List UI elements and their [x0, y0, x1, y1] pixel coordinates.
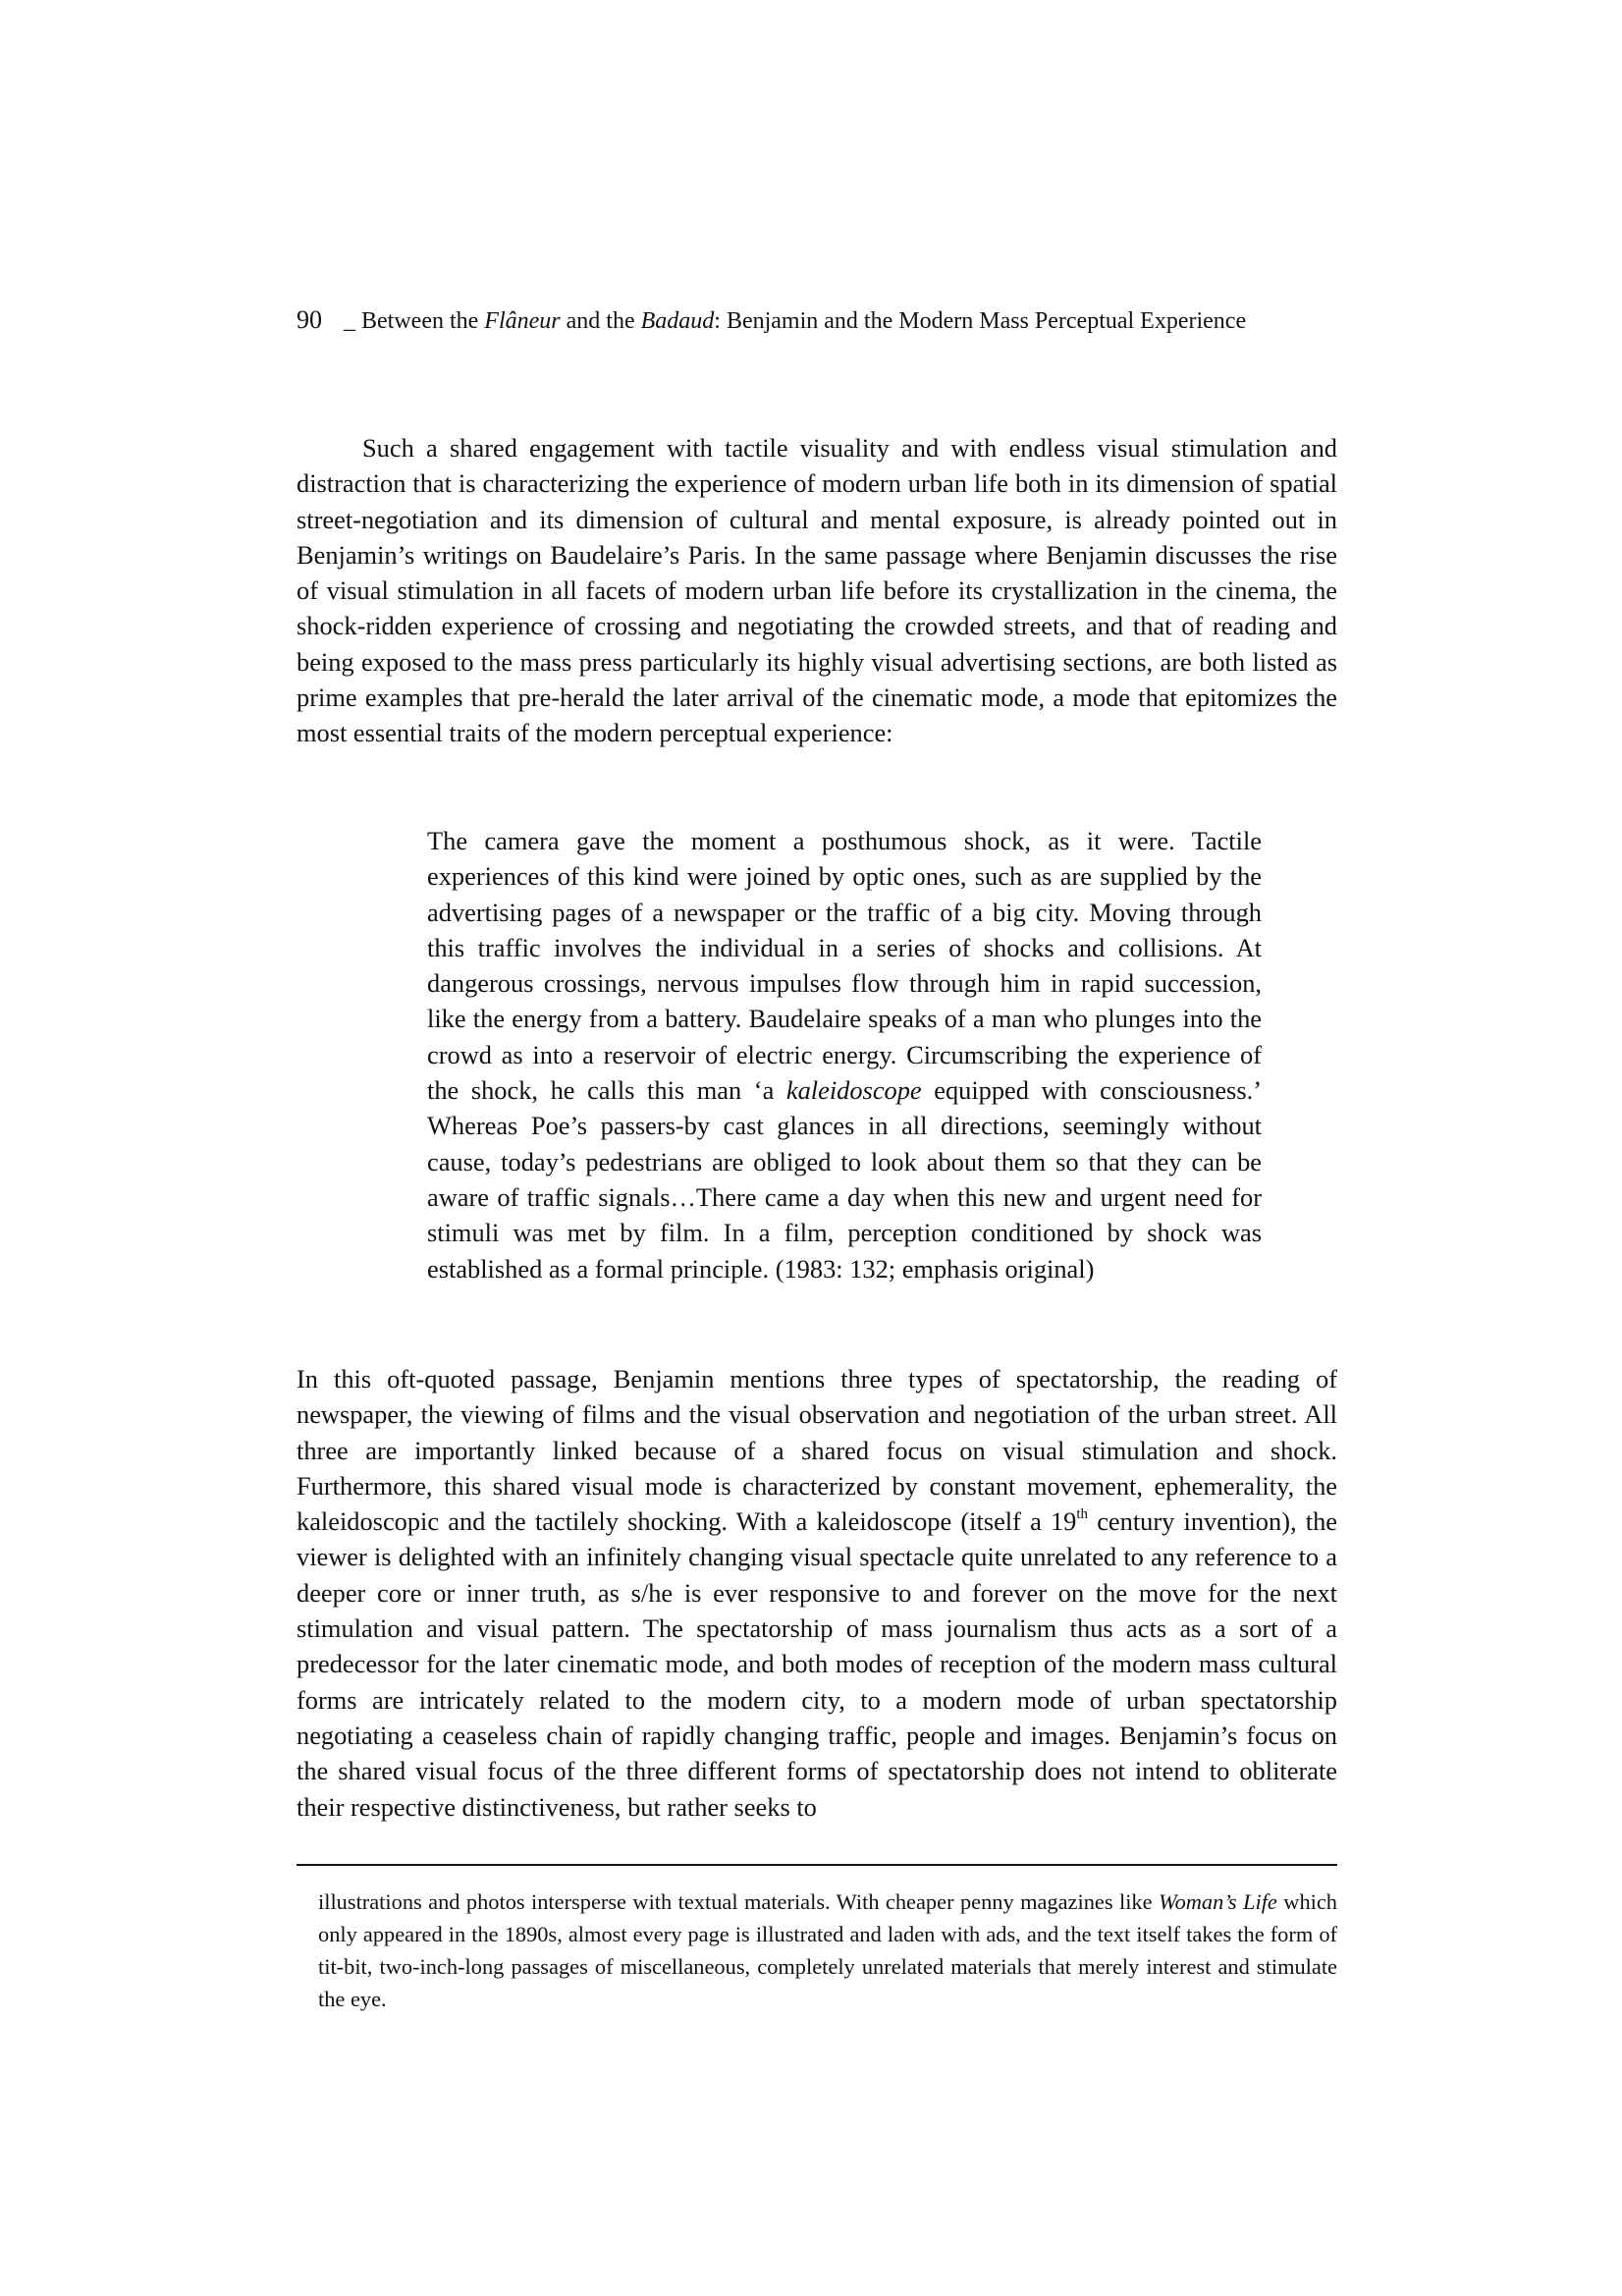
quote-italic-kaleidoscope: kaleidoscope — [785, 1075, 922, 1106]
header-badaud: Badaud — [640, 308, 715, 334]
body-paragraph-2 — [297, 1361, 1337, 1825]
footnote-italic-womans-life: Woman’s Life — [1158, 1889, 1277, 1914]
header-flaneur: Flâneur — [484, 308, 561, 334]
running-header — [297, 302, 1337, 339]
superscript-th: th — [1076, 1506, 1089, 1523]
header-and-the: and the — [560, 308, 641, 334]
quote-text-1: The camera gave the moment a posthumous shock, as it were. Tactile experiences of this kind were joined by optic ones, such as are supplied by the advertising pages of a newspaper or the traffic of a big city. Moving through this traffic involves the individual in a series of shocks and collisions. At dangerous crossings, nervous impulses flow through him in rapid succession, like the energy from a battery. Baudelaire speaks of a man who plunges into the crowd as into a reservoir of electric energy. Circumscribing the experience of the shock, he calls this man ‘a — [427, 826, 1262, 1106]
footnote-text-2: which only appeared in the 1890s, almost every page is illustrated and laden with ads, and the text itself takes the form of tit-bit, two-inch-long passages of miscellaneous, completely unrelated materials that merely interest and stimulate the eye. — [318, 1889, 1337, 2011]
body-paragraph-1: Such a shared engagement with tactile visuality and with endless visual stimulation and distraction that is characterizing the experience of modern urban life both in its dimension of spatial street-negotiation and its dimension of cultural and mental exposure, is already pointed out in Benjamin’s writings on Baudelaire’s Paris. In the same passage where Benjamin discusses the rise of visual stimulation in all facets of modern urban life before its crystallization in the cinema, the shock-ridden experience of crossing and negotiating the crowded streets, and that of reading and being exposed to the mass press particularly its highly visual advertising sections, are both listed as prime examples that pre-herald the later arrival of the cinematic mode, a mode that epitomizes the most essential traits of the modern perceptual experience: — [297, 433, 1337, 748]
header-title-suffix: : Benjamin and the Modern Mass Perceptual Experience — [714, 308, 1247, 334]
quote-text-2: equipped with consciousness.’ Whereas Poe’s passers-by cast glances in all directions, seemingly without cause, today’s pedestrians are obliged to look about them so that they can be aware of traffic signals…There came a day when this new and urgent need for stimuli was met by film. In a film, perception conditioned by shock was established as a formal principle. (1983: 132; emphasis original) — [427, 1075, 1262, 1284]
block-quote — [427, 823, 1262, 1286]
footnote-separator — [297, 1864, 1337, 1866]
footnote-text-1: illustrations and photos intersperse with textual materials. With cheaper penny magazines like — [318, 1889, 1159, 1914]
paragraph2-text-2: century invention), the viewer is delighted with an infinitely changing visual spectacle quite unrelated to any reference to a deeper core or inner truth, as s/he is ever responsive to and forever on the move for the next stimulation and visual pattern. The spectatorship of mass journalism thus acts as a sort of a predecessor for the later cinematic mode, and both modes of reception of the modern mass cultural forms are intricately related to the modern city, to a modern mode of urban spectatorship negotiating a ceaseless chain of rapidly changing traffic, people and images. Benjamin’s focus on the shared visual focus of the three different forms of spectatorship does not intend to obliterate their respective distinctiveness, but rather seeks to — [297, 1506, 1337, 1822]
footnote — [318, 1886, 1337, 2015]
page-number: 90 — [297, 305, 322, 334]
header-title-prefix: _ Between the — [344, 308, 485, 334]
paragraph2-text-1: In this oft-quoted passage, Benjamin mentions three types of spectatorship, the reading of newspaper, the viewing of films and the visual observation and negotiation of the urban street. All three are importantly linked because of a shared focus on visual stimulation and shock. Furthermore, this shared visual mode is characterized by constant movement, ephemerality, the kaleidoscopic and the tactilely shocking. With a kaleidoscope (itself a 19 — [297, 1364, 1337, 1537]
